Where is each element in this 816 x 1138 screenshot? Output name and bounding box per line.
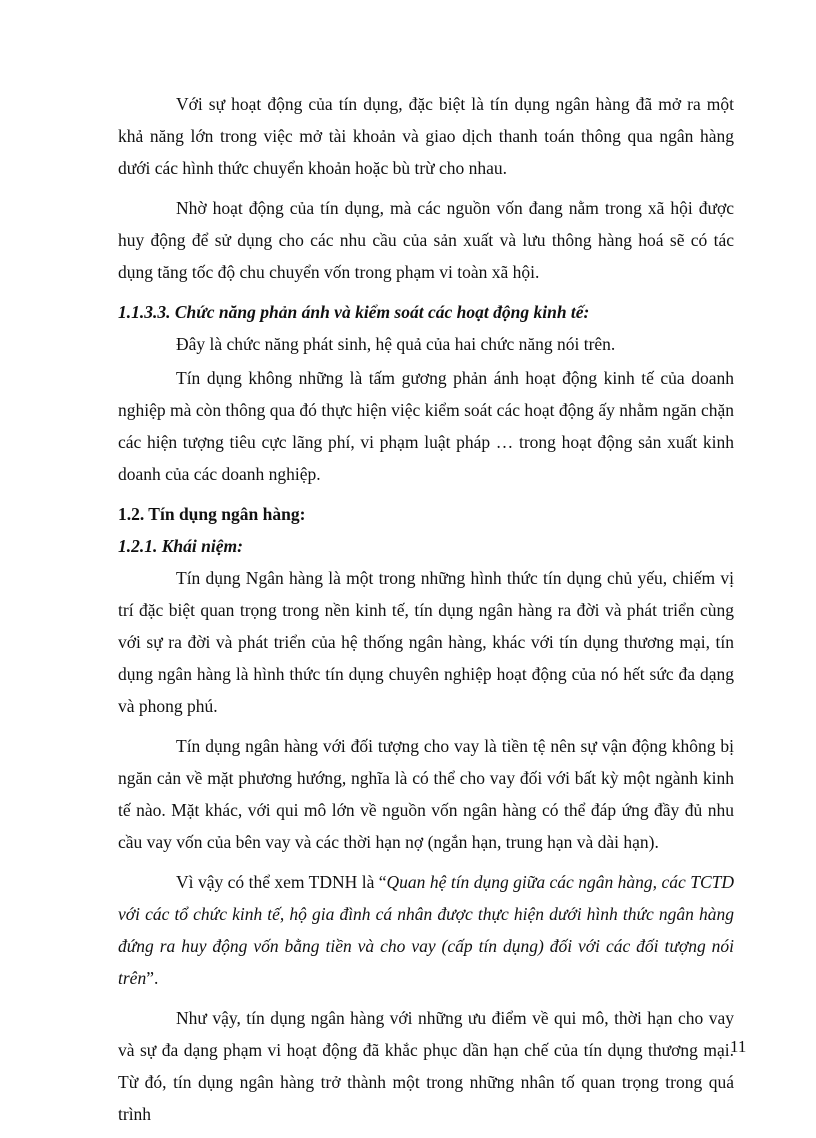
- heading-1-2: 1.2. Tín dụng ngân hàng:: [118, 504, 306, 524]
- document-page: [118, 88, 734, 1138]
- paragraph-bank-credit-object: Tín dụng ngân hàng với đối tượng cho vay là tiền tệ nên sự vận động không bị ngăn cản về mặt phương hướng, nghĩa là có thể cho vay đối với bất kỳ một ngành kinh tế nào. Mặt khác, với qui mô lớn về nguồn vốn ngân hàng có thể đáp ứng đầy đủ nhu cầu vay vốn của bên vay và các thời hạn nợ (ngắn hạn, trung hạn và dài hạn).: [118, 736, 734, 852]
- paragraph-bank-credit-definition: Tín dụng Ngân hàng là một trong những hình thức tín dụng chủ yếu, chiếm vị trí đặc biệt quan trọng trong nền kinh tế, tín dụng ngân hàng ra đời và phát triển cùng với sự ra đời và phát triển của hệ thống ngân hàng, khác với tín dụng thương mại, tín dụng ngân hàng là hình thức tín dụng chuyên nghiệp hoạt động của nó hết sức đa dạng và phong phú.: [118, 568, 734, 716]
- paragraph-bank-credit-advantages: Như vậy, tín dụng ngân hàng với những ưu điểm về qui mô, thời hạn cho vay và sự đa dạng phạm vi hoạt động đã khắc phục dần hạn chế của tín dụng thương mại. Từ đó, tín dụng ngân hàng trở thành một trong những nhân tố quan trọng trong quá trình: [118, 1008, 734, 1124]
- heading-1-2-1: 1.2.1. Khái niệm:: [118, 536, 243, 556]
- quote-intro: Vì vậy có thể xem TDNH là “: [176, 872, 387, 892]
- paragraph-derived-function: Đây là chức năng phát sinh, hệ quả của hai chức năng nói trên.: [176, 334, 616, 354]
- quote-text: Quan hệ tín dụng giữa các ngân hàng, các TCTD với các tổ chức kinh tế, hộ gia đình cá nhân được thực hiện dưới hình thức ngân hàng đứng ra huy động vốn bằng tiền và cho vay (cấp tín dụng) đối với các đối tượng nói trên: [118, 872, 734, 988]
- heading-1-1-3-3: 1.1.3.3. Chức năng phản ánh và kiểm soát các hoạt động kinh tế:: [118, 302, 590, 322]
- paragraph-capital-mobilization: Nhờ hoạt động của tín dụng, mà các nguồn vốn đang nằm trong xã hội được huy động để sử dụng cho các nhu cầu của sản xuất và lưu thông hàng hoá sẽ có tác dụng tăng tốc độ chu chuyển vốn trong phạm vi toàn xã hội.: [118, 198, 734, 282]
- paragraph-economic-reflection: Tín dụng không những là tấm gương phản ánh hoạt động kinh tế của doanh nghiệp mà còn thông qua đó thực hiện việc kiểm soát các hoạt động ấy nhằm ngăn chặn các hiện tượng tiêu cực lãng phí, vi phạm luật pháp … trong hoạt động sản xuất kinh doanh của các doanh nghiệp.: [118, 368, 734, 484]
- page-number: 11: [730, 1037, 747, 1056]
- paragraph-credit-payment: Với sự hoạt động của tín dụng, đặc biệt là tín dụng ngân hàng đã mở ra một khả năng lớn trong việc mở tài khoản và giao dịch thanh toán thông qua ngân hàng dưới các hình thức chuyển khoản hoặc bù trừ cho nhau.: [118, 94, 734, 178]
- paragraph-tdnh-quote: [118, 866, 734, 994]
- quote-end: ”.: [146, 968, 159, 988]
